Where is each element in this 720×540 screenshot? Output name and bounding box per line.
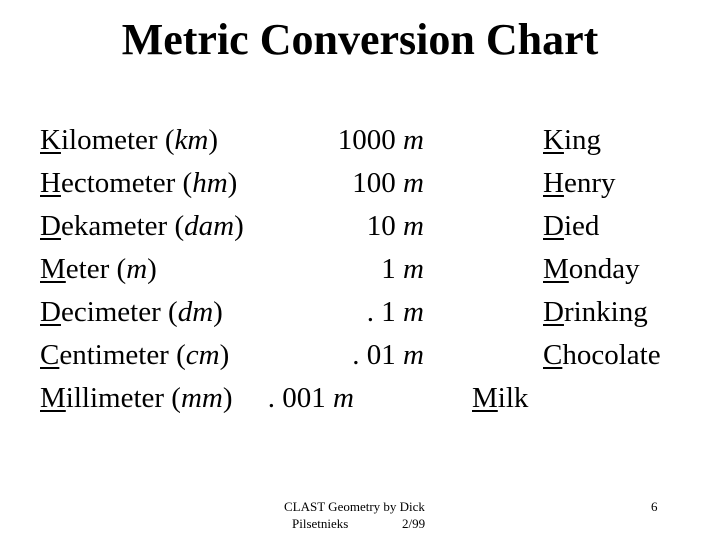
mnemonic-word [543,294,648,330]
unit-rest: eter [65,253,110,285]
footer-credit-line2 [284,515,425,532]
unit-initial: D [40,210,61,242]
unit-abbreviation: m [126,253,148,285]
unit-symbol: m [403,210,424,242]
mnemonic-initial: M [472,382,498,414]
mnemonic-word [543,122,601,158]
unit-name-millimeter: Millimeter (mm) [40,382,233,414]
unit-name-kilometer: Kilometer (km) [40,124,219,156]
mnemonic-initial: M [543,253,569,285]
unit-initial: M [40,382,66,414]
footer-credit-line1: CLAST Geometry by Dick [284,499,425,514]
footer-credit-name: Pilsetnieks [292,516,349,531]
unit-value [352,165,424,201]
mnemonic-rest: enry [563,167,616,199]
mnemonic-rest: ied [563,210,600,242]
unit-name-decimeter: Decimeter (dm) [40,296,223,328]
mnemonic-word [472,380,528,416]
unit-rest: ecimeter [60,296,161,328]
unit-abbreviation: dam [184,210,235,242]
mnemonic-initial: D [543,296,564,328]
unit-rest: ilometer [60,124,158,156]
unit-abbreviation: hm [192,167,228,199]
unit-number: 100 [352,167,396,199]
mnemonic-initial: K [543,124,564,156]
footer-credit [284,498,425,532]
unit-value [367,294,424,330]
mnemonic-rest: rinking [563,296,648,328]
unit-symbol: m [403,253,424,285]
unit-initial: H [40,167,61,199]
unit-symbol: m [403,124,424,156]
unit-number: 1 [381,253,396,285]
unit-rest: ekameter [60,210,168,242]
page-title: Metric Conversion Chart [121,15,599,64]
mnemonic-word [543,251,640,287]
mnemonic-word [543,337,661,373]
unit-rest: entimeter [59,339,169,371]
mnemonic-rest: hocolate [562,339,661,371]
unit-symbol: m [403,167,424,199]
unit-number: . 01 [352,339,396,371]
unit-name-hectometer: Hectometer (hm) [40,167,238,199]
page-number: 6 [651,499,658,514]
unit-number: . 001 [267,382,326,414]
unit-value [381,251,424,287]
mnemonic-initial: H [543,167,564,199]
mnemonic-word [543,208,599,244]
mnemonic-rest: ing [563,124,602,156]
unit-number: 10 [366,210,396,242]
unit-value [338,122,424,158]
unit-name-meter: Meter (m) [40,253,157,285]
unit-value [268,380,354,416]
mnemonic-initial: D [543,210,564,242]
mnemonic-rest: onday [568,253,640,285]
unit-initial: K [40,124,61,156]
unit-name-centimeter: Centimeter (cm) [40,339,230,371]
unit-initial: M [40,253,66,285]
unit-number: 1000 [337,124,396,156]
unit-symbol: m [333,382,354,414]
footer-credit-date: 2/99 [402,516,426,531]
unit-value [352,337,424,373]
unit-symbol: m [403,339,424,371]
mnemonic-initial: C [543,339,563,371]
mnemonic-word [543,165,615,201]
unit-number: . 1 [366,296,396,328]
unit-abbreviation: dm [177,296,214,328]
unit-rest: illimeter [65,382,165,414]
unit-initial: C [40,339,60,371]
unit-symbol: m [403,296,424,328]
mnemonic-rest: ilk [497,382,529,414]
unit-rest: ectometer [60,167,176,199]
unit-abbreviation: mm [180,382,223,414]
unit-value [367,208,424,244]
unit-abbreviation: km [174,124,209,156]
unit-abbreviation: cm [185,339,220,371]
unit-initial: D [40,296,61,328]
unit-name-dekameter: Dekameter (dam) [40,210,244,242]
